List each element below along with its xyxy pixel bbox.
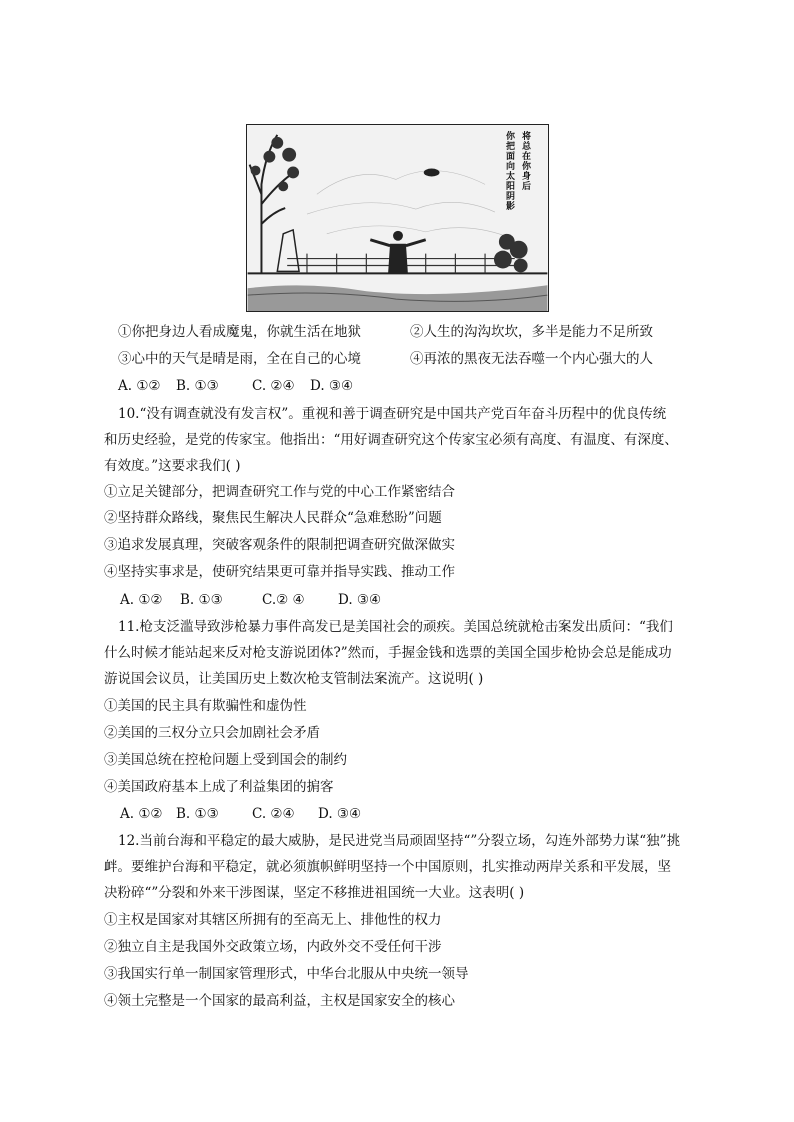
q10-option-4: ④坚持实事求是，使研究结果更可靠并指导实践、推动工作 (104, 564, 455, 580)
cartoon-illustration (246, 124, 549, 312)
cartoon-caption-line1: 你把面向太阳阴影 (504, 131, 514, 211)
q10-choice-b: B. ①③ (180, 592, 223, 608)
q9-choice-b: B. ①③ (176, 378, 219, 394)
q10-option-2: ②坚持群众路线，聚焦民生解决人民群众“急难愁盼”问题 (104, 510, 442, 526)
q9-option-1: ①你把身边人看成魔鬼，你就生活在地狱 (118, 324, 361, 340)
q11-option-2: ②美国的三权分立只会加剧社会矛盾 (104, 725, 320, 741)
q12-stem-line1: 12.当前台海和平稳定的最大威胁，是民进党当局顽固坚持“”分裂立场，勾连外部势力谋“独”挑 (118, 833, 681, 849)
q10-choice-c: C.② ④ (262, 592, 305, 608)
q11-option-1: ①美国的民主具有欺骗性和虚伪性 (104, 698, 307, 714)
cartoon-caption-line2: 将总在你身后 (520, 131, 530, 191)
q12-option-1: ①主权是国家对其辖区所拥有的至高无上、排他性的权力 (104, 912, 442, 928)
q10-choice-d: D. ③④ (338, 592, 382, 608)
q9-choice-d: D. ③④ (310, 378, 354, 394)
q12-option-4: ④领土完整是一个国家的最高利益，主权是国家安全的核心 (104, 993, 455, 1009)
q11-stem-line3: 游说国会议员，让美国历史上数次枪支管制法案流产。这说明( ) (104, 671, 484, 687)
q11-choice-b: B. ①③ (176, 806, 219, 822)
q12-stem-line2: 衅。要维护台海和平稳定，就必须旗帜鲜明坚持一个中国原则，扎实推动两岸关系和平发展，坚 (104, 859, 671, 875)
q11-stem-line1: 11.枪支泛滥导致涉枪暴力事件高发已是美国社会的顽疾。美国总统就枪击案发出质问：“我们 (118, 619, 673, 635)
q11-choice-d: D. ③④ (318, 806, 362, 822)
q11-choice-a: A. ①② (120, 806, 163, 822)
q9-option-4: ④再浓的黑夜无法吞噬一个内心强大的人 (410, 351, 653, 367)
q9-choice-a: A. ①② (118, 378, 161, 394)
q12-option-2: ②独立自主是我国外交政策立场，内政外交不受任何干涉 (104, 939, 442, 955)
q10-choice-a: A. ①② (120, 592, 163, 608)
q10-option-3: ③追求发展真理，突破客观条件的限制把调查研究做深做实 (104, 537, 455, 553)
q9-option-3: ③心中的天气是晴是雨，全在自己的心境 (118, 351, 361, 367)
q11-option-3: ③美国总统在控枪问题上受到国会的制约 (104, 752, 347, 768)
q11-stem-line2: 什么时候才能站起来反对枪支游说团体?”然而，手握金钱和选票的美国全国步枪协会总是能成功 (104, 645, 672, 661)
q12-stem-line3: 决粉碎“”分裂和外来干涉图谋，坚定不移推进祖国统一大业。这表明( ) (104, 885, 525, 901)
q12-option-3: ③我国实行单一制国家管理形式，中华台北服从中央统一领导 (104, 966, 469, 982)
q11-choice-c: C. ②④ (252, 806, 295, 822)
cartoon-drawing (247, 125, 548, 311)
q10-stem-line3: 有效度。”这要求我们( ) (104, 458, 241, 474)
q10-stem-line1: 10.“没有调查就没有发言权”。重视和善于调查研究是中国共产党百年奋斗历程中的优良传统 (118, 406, 667, 422)
q9-choice-c: C. ②④ (252, 378, 295, 394)
q11-option-4: ④美国政府基本上成了利益集团的掮客 (104, 779, 334, 795)
q10-option-1: ①立足关键部分，把调查研究工作与党的中心工作紧密结合 (104, 484, 455, 500)
q10-stem-line2: 和历史经验，是党的传家宝。他指出：“用好调查研究这个传家宝必须有高度、有温度、有深度、 (104, 432, 678, 448)
q9-option-2: ②人生的沟沟坎坎，多半是能力不足所致 (410, 324, 653, 340)
